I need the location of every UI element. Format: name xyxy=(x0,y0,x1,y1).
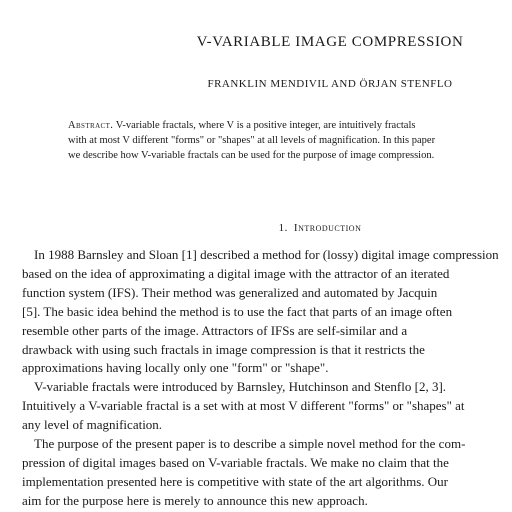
body-line: implementation presented here is competitive with state of the art algorithms. Our xyxy=(22,473,448,489)
abstract-line: with at most V different "forms" or "shapes" at all levels of magnification. In this paper xyxy=(68,135,436,146)
body-line: aim for the purpose here is merely to announce this new approach. xyxy=(22,492,368,508)
body-line: [5]. The basic idea behind the method is to use the fact that parts of an image often xyxy=(22,303,453,319)
body-line: In 1988 Barnsley and Sloan [1] described a method for (lossy) digital image compression xyxy=(34,247,499,262)
body-line: function system (IFS). Their method was generalized and automated by Jacquin xyxy=(22,284,438,300)
abstract-line xyxy=(68,118,512,133)
body-line: based on the idea of approximating a digital image with the attractor of an iterated xyxy=(22,265,450,281)
section-name: Introduction xyxy=(293,222,362,234)
abstract-label: Abstract. xyxy=(68,120,114,131)
abstract-text: V-variable fractals, where V is a positive integer, are intuitively fractals xyxy=(115,120,416,131)
abstract-line: we describe how V-variable fractals can be used for the purpose of image compression. xyxy=(68,150,435,161)
body-line: drawback with using such fractals in image compression is that it restricts the xyxy=(22,341,425,357)
section-heading xyxy=(0,222,512,234)
body-text xyxy=(22,246,512,511)
paper-title: V-VARIABLE IMAGE COMPRESSION xyxy=(196,34,464,50)
abstract xyxy=(68,118,512,163)
paper-authors: FRANKLIN MENDIVIL AND ÖRJAN STENFLO xyxy=(207,78,453,90)
body-line: Intuitively a V-variable fractal is a set with at most V different "forms" or "shapes" at xyxy=(22,398,465,414)
body-line: The purpose of the present paper is to describe a simple novel method for the com- xyxy=(34,436,466,452)
body-line: resemble other parts of the image. Attractors of IFSs are self-similar and a xyxy=(22,322,408,338)
body-line: pression of digital images based on V-variable fractals. We make no claim that the xyxy=(22,454,449,470)
body-line: V-variable fractals were introduced by Barnsley, Hutchinson and Stenflo [2, 3]. xyxy=(34,379,447,395)
section-number: 1. xyxy=(278,222,288,234)
body-line: approximations having locally only one "form" or "shape". xyxy=(22,360,329,376)
body-line: any level of magnification. xyxy=(22,417,163,433)
